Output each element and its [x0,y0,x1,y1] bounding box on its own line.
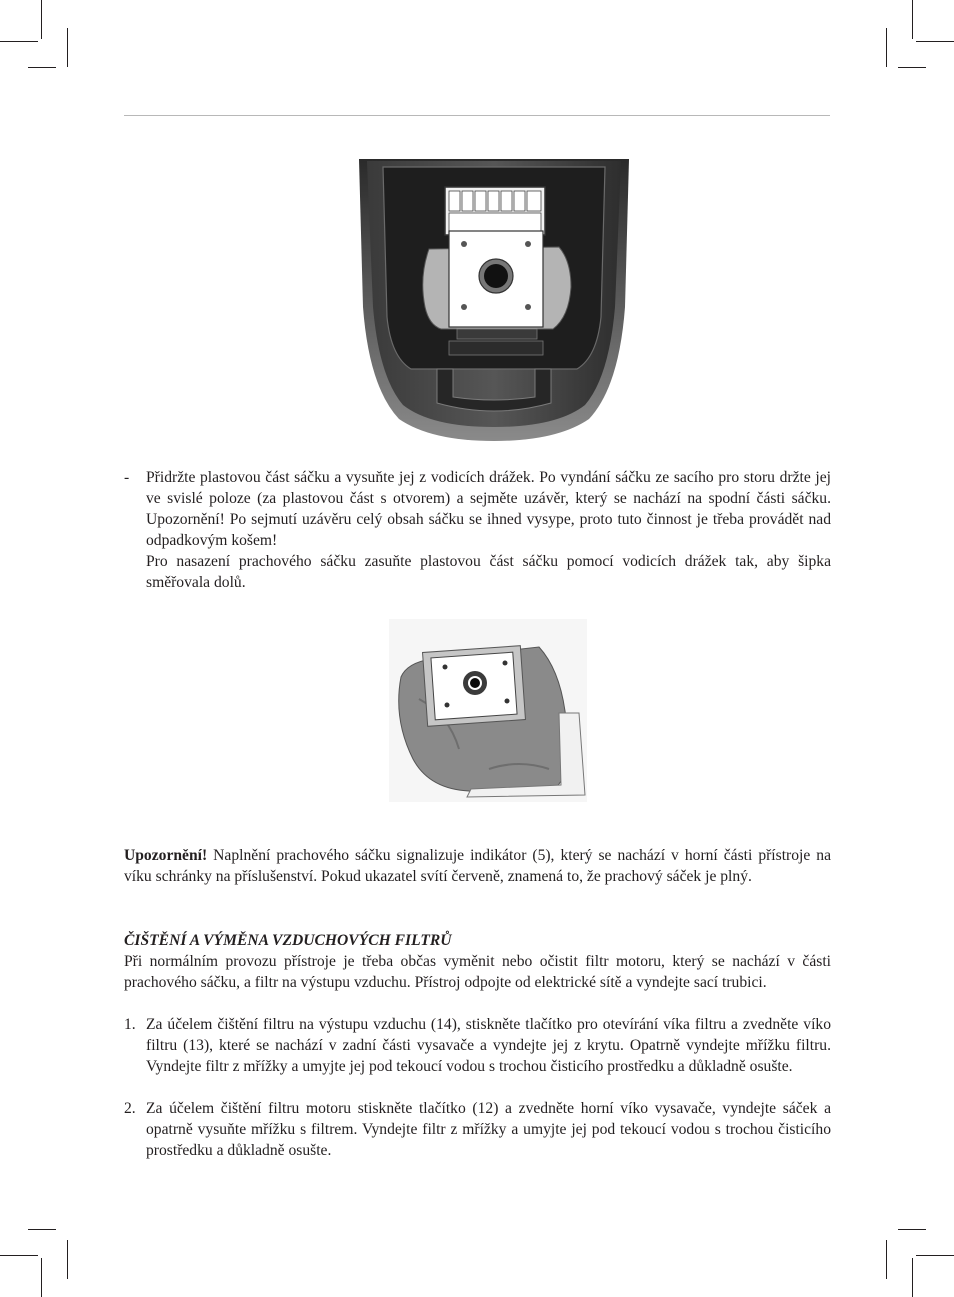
bag-full-warning [124,845,831,887]
header-rule [124,115,830,116]
bag-insertion-text: Pro nasazení prachového sáčku zasuňte plastovou část sáčku pomocí vodicích drážek tak, aby šipka směřovala dolů. [146,553,831,591]
bullet-marker: - [124,469,130,486]
bag-removal-paragraph [146,467,831,593]
step-text: Za účelem čištění filtru na výstupu vzduchu (14), stiskněte tlačítko pro otevírání víka filtru a zvedněte víko filtru (13), které se nachází v zadní části vysavače a vyndejte jej z krytu. Opatrně vyndejte mřížku filtru. Vyndejte filtr z mřížky a umyjte jej pod tekoucí vodou s trochou čisticího prostředku a důkladně osušte. [146,1016,831,1075]
warning-label: Upozornění! [124,847,208,864]
crop-mark [898,67,926,68]
crop-mark [67,28,68,67]
dust-bag-illustration [389,619,587,802]
crop-mark [916,41,954,42]
bag-removal-text: Přidržte plastovou část sáčku a vysuňte jej z vodicích drážek. Po vyndání sáčku ze sacího pro storu držte jej ve svislé poloze (za plastovou část s otvorem) a sejměte uzávěr, který se nachází na spodní části sáčku. Upozornění! Po sejmutí uzávěru celý obsah sáčku se ihned vysype, proto tuto činnost je třeba provádět nad odpadkovým košem! [146,469,831,549]
crop-mark [0,41,38,42]
section-heading: ČIŠTĚNÍ A VÝMĚNA VZDUCHOVÝCH FILTRŮ [124,932,452,949]
crop-mark [41,1258,42,1297]
step-text: Za účelem čištění filtru motoru stiskněte tlačítko (12) a zvedněte horní víko vysavače, vyndejte sáček a opatrně vysuňte mřížku s filtrem. Vyndejte filtr z mřížky a umyjte jej pod tekoucí vodou s trochou čisticího prostředku a důkladně osušte. [146,1100,831,1159]
crop-mark [912,0,913,39]
crop-mark [0,1255,38,1256]
crop-mark [886,28,887,67]
crop-mark [912,1258,913,1297]
crop-mark [898,1229,926,1230]
crop-mark [886,1240,887,1279]
crop-mark [28,1229,56,1230]
step-number: 2. [124,1100,136,1117]
crop-mark [67,1240,68,1279]
crop-mark [41,0,42,39]
section-intro: Při normálním provozu přístroje je třeba občas vyměnit nebo očistit filtr motoru, který se nachází v části prachového sáčku, a filtr na výstupu vzduchu. Přístroj odpojte od elektrické sítě a vyndejte sací trubici. [124,953,831,991]
crop-mark [28,67,56,68]
warning-text: Naplnění prachového sáčku signalizuje indikátor (5), který se nachází v horní části přístroje na víku schránky na příslušenství. Pokud ukazatel svítí červeně, znamená to, že prachový sáček je plný. [124,847,831,885]
vacuum-compartment-illustration [357,157,631,445]
crop-mark [916,1255,954,1256]
step-number: 1. [124,1016,136,1033]
